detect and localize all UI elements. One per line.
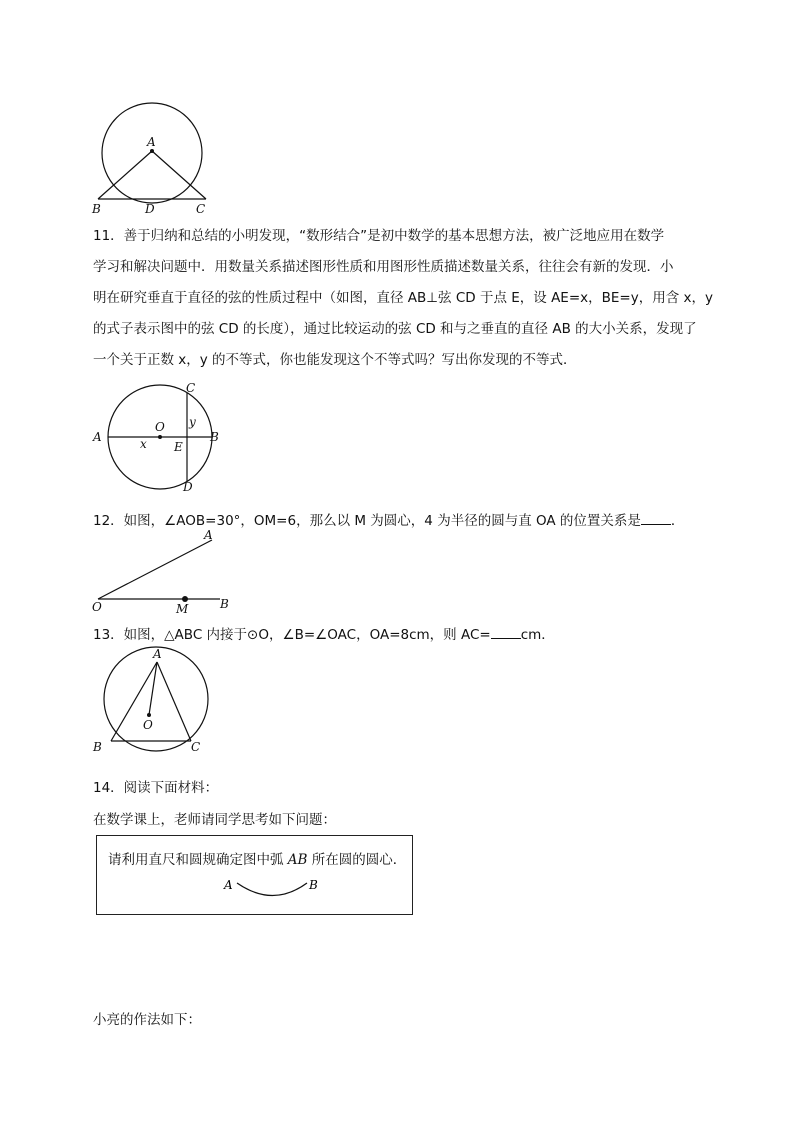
q11-line-5: 一个关于正数 x，y 的不等式，你也能发现这个不等式吗？写出你发现的不等式． <box>93 352 577 368</box>
arc-ab-figure <box>221 872 341 912</box>
label-x: x <box>140 437 147 451</box>
point-o <box>147 713 151 717</box>
q13-answer-blank <box>491 626 521 639</box>
figure-angle-aob <box>90 530 240 615</box>
q14-context: 在数学课上，老师请同学思考如下问题： <box>93 812 336 828</box>
label-d: D <box>145 202 155 216</box>
figure-circle-triangle <box>90 98 220 218</box>
figure-circle-diameter-chord <box>88 381 228 496</box>
segment-ab <box>98 151 152 199</box>
q13-text-before: 13．如图，△ABC 内接于⊙O，∠B=∠OAC，OA=8cm，则 AC= <box>93 627 491 643</box>
problem-box-text <box>108 848 406 868</box>
q14-method: 小亮的作法如下： <box>93 1012 201 1028</box>
label-b: B <box>92 202 101 216</box>
ray-oa <box>98 540 212 599</box>
label-a: A <box>147 135 156 149</box>
q11-line-1: 11．善于归纳和总结的小明发现，“数形结合”是初中数学的基本思想方法，被广泛地应用在数学 <box>93 228 665 244</box>
segment-ac <box>152 151 206 199</box>
label-y: y <box>189 415 196 429</box>
box-text-before: 请利用直尺和圆规确定图中弧 <box>108 852 284 868</box>
label-b: B <box>93 740 102 754</box>
label-m: M <box>176 602 189 616</box>
label-b: B <box>210 430 219 444</box>
label-e: E <box>174 440 183 454</box>
figure-inscribed-triangle <box>88 645 218 760</box>
q12-answer-blank <box>641 512 671 525</box>
label-a: A <box>204 528 213 542</box>
label-b: B <box>220 597 229 611</box>
q14-intro: 14．阅读下面材料： <box>93 780 219 796</box>
q12-text-before: 12．如图，∠AOB=30°，OM=6，那么以 M 为圆心，4 为半径的圆与直 OA 的位置关系是 <box>93 513 641 529</box>
label-o: O <box>155 420 165 434</box>
label-a: A <box>153 647 162 661</box>
box-text-after: 所在圆的圆心． <box>311 852 407 868</box>
label-o: O <box>92 600 102 614</box>
q12-text-after: ． <box>670 513 685 529</box>
label-b: B <box>309 878 318 892</box>
point-a <box>150 149 154 153</box>
label-c: C <box>186 381 196 395</box>
label-d: D <box>183 480 193 494</box>
segment-ac <box>157 662 191 741</box>
label-o: O <box>143 718 153 732</box>
question-12-text <box>93 509 684 529</box>
label-c: C <box>191 740 201 754</box>
q13-text-after: cm． <box>520 627 555 643</box>
question-13-text <box>93 623 555 643</box>
arc-ab <box>237 883 307 896</box>
label-c: C <box>196 202 206 216</box>
box-arc-name: AB <box>287 852 308 868</box>
q11-line-3: 明在研究垂直于直径的弦的性质过程中（如图，直径 AB⊥弦 CD 于点 E，设 AE=x，BE=y，用含 x，y <box>93 290 713 306</box>
label-a: A <box>93 430 102 444</box>
q11-line-4: 的式子表示图中的弦 CD 的长度），通过比较运动的弦 CD 和与之垂直的直径 AB 的大小关系，发现了 <box>93 321 697 337</box>
problem-box <box>96 835 413 915</box>
label-a: A <box>224 878 233 892</box>
point-o <box>158 435 162 439</box>
q11-line-2: 学习和解决问题中．用数量关系描述图形性质和用图形性质描述数量关系，往往会有新的发现．小 <box>93 259 674 275</box>
